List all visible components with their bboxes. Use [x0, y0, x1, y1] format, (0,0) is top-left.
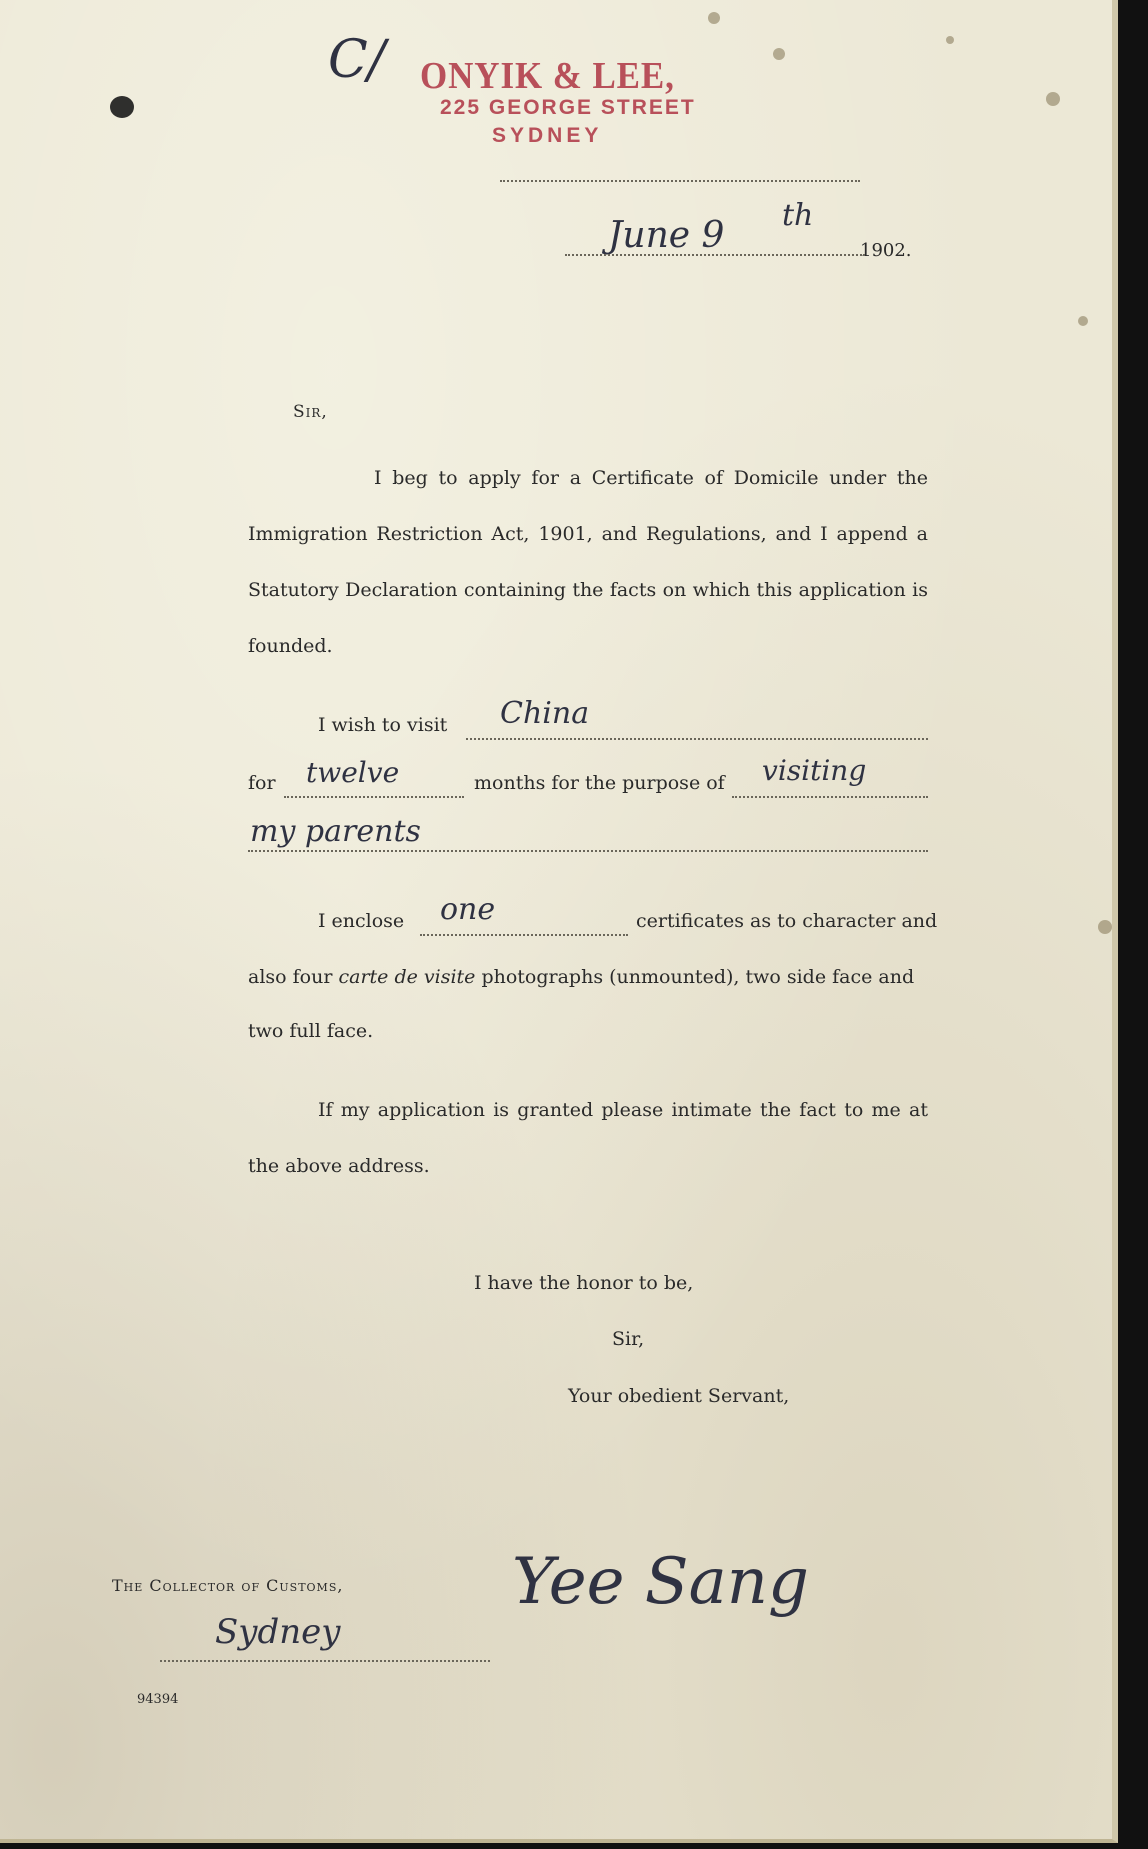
- months-label: months for the purpose of: [474, 772, 725, 794]
- count-value: one: [440, 892, 496, 927]
- stain-spot: [708, 12, 720, 24]
- for-label: for: [248, 772, 276, 794]
- full-face-line: two full face.: [248, 1020, 374, 1042]
- stain-spot: [1098, 920, 1112, 934]
- application-paragraph: I beg to apply for a Certificate of Domicile under the Immigration Restriction Act, 1901, and Regulations, and I append a Statutory Declaration containing the facts on which this application is founded.: [248, 467, 928, 657]
- purpose-rule-2: [248, 850, 928, 852]
- count-rule: [420, 934, 628, 936]
- addressee-rule: [160, 1660, 490, 1662]
- signature: Yee Sang: [512, 1545, 809, 1619]
- visit-label: I wish to visit: [318, 714, 448, 736]
- stamp-street: 225 GEORGE STREET: [440, 96, 696, 119]
- reference-number: 94394: [137, 1692, 179, 1707]
- full-face-row: [248, 1016, 928, 1056]
- addressee-title: The Collector of Customs,: [112, 1576, 344, 1595]
- purpose-value-1: visiting: [762, 754, 867, 787]
- stain-spot: [946, 36, 954, 44]
- stamp-firm-name: ONYIK & LEE,: [420, 55, 675, 97]
- closing-line-1: I have the honor to be,: [474, 1272, 694, 1294]
- purpose-value-2: my parents: [250, 814, 421, 849]
- salutation: Sir,: [293, 402, 328, 422]
- closing-line-2: Sir,: [612, 1328, 645, 1350]
- enclose-row: [248, 892, 938, 936]
- photographs-line: [248, 966, 914, 988]
- duration-row: [248, 754, 928, 794]
- date-handwritten: June 9: [608, 215, 725, 256]
- purpose-row: [248, 814, 928, 854]
- stain-spot: [1046, 92, 1060, 106]
- carte-de-visite: carte de visite: [338, 966, 476, 988]
- address-rule: [500, 180, 860, 182]
- date-rule: [565, 254, 865, 256]
- duration-rule: [284, 796, 464, 798]
- purpose-rule: [732, 796, 928, 798]
- stain-spot: [773, 48, 785, 60]
- date-suffix: th: [782, 198, 814, 233]
- initial-mark: C/: [328, 30, 386, 90]
- stain-spot: [1078, 316, 1088, 326]
- stain-spot: [110, 96, 134, 118]
- grant-paragraph: If my application is granted please intimate the fact to me at the above address.: [248, 1099, 928, 1177]
- photographs-text-c: photographs (unmounted), two side face and: [475, 966, 915, 988]
- enclose-label: I enclose: [318, 910, 405, 932]
- date-year: 1902.: [860, 240, 912, 261]
- closing-line-3: Your obedient Servant,: [568, 1385, 790, 1407]
- certificates-label: certificates as to character and: [636, 910, 938, 932]
- photographs-text-a: also four: [248, 966, 339, 988]
- addressee-city: Sydney: [215, 1612, 341, 1652]
- visit-rule: [466, 738, 928, 740]
- duration-value: twelve: [306, 756, 400, 789]
- visit-country: China: [500, 696, 590, 731]
- photographs-row: [248, 962, 928, 1002]
- visit-row: [248, 696, 928, 736]
- stamp-city: SYDNEY: [492, 124, 603, 147]
